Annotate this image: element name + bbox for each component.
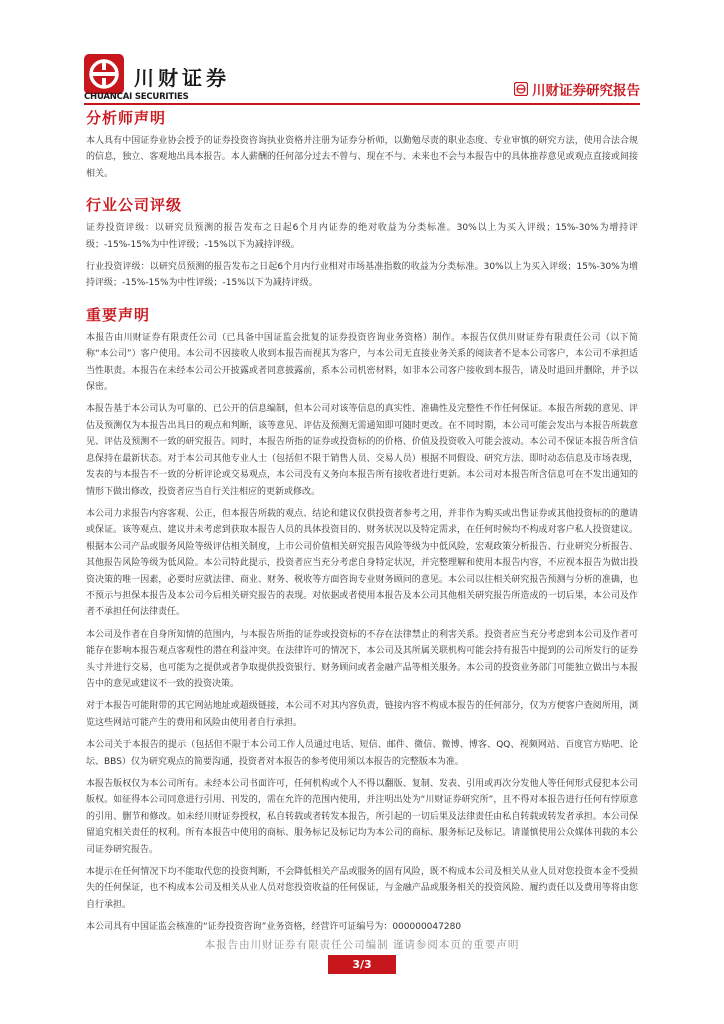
company-logo xyxy=(84,54,244,102)
paragraph: 本人具有中国证券业协会授予的证券投资咨询执业资格并注册为证券分析师，以勤勉尽责的职业态度、专业审慎的研究方法，使用合法合规的信息，独立、客观地出具本报告。本人薪酬的任何部分过去不曾与、现在不与、未来也不会与本报告中的具体推荐意见或观点直接或间接相关。 xyxy=(86,136,638,179)
page-number: 3/3 xyxy=(328,955,396,974)
section-title: 分析师声明 xyxy=(86,109,167,127)
section-title: 行业公司评级 xyxy=(86,196,183,215)
paragraph: 对于本报告可能附带的其它网站地址或超级链接，本公司不对其内容负责，链接内容不构成本报告的任何部分，仅为方便客户查阅所用，浏览这些网站可能产生的费用和风险由使用者自行承担。 xyxy=(86,701,638,728)
paragraph: 行业投资评级：以研究员预测的报告发布之日起6个月内行业相对市场基准指数的收益为分类标准。30%以上为买入评级；15%-30%为增持评级；-15%-15%为中性评级；-15%以下为减持评级。 xyxy=(86,262,638,289)
paragraph: 本公司具有中国证监会核准的“证券投资咨询”业务资格，经营许可证编号为：000000047280 xyxy=(86,922,462,933)
report-tag-text: 川财证券研究报告 xyxy=(532,83,640,99)
paragraph: 本公司关于本报告的提示（包括但不限于本公司工作人员通过电话、短信、邮件、微信、微博、博客、QQ、视频网站、百度官方贴吧、论坛、BBS）仅为研究观点的简要沟通，投资者对本报告的参考使用须以本报告的完整版本为准。 xyxy=(86,740,638,767)
paragraph: 本公司及作者在自身所知情的范围内，与本报告所指的证券或投资标的不存在法律禁止的利害关系。投资者应当充分考虑到本公司及作者可能存在影响本报告观点客观性的潜在利益冲突。在法律许可的情况下，本公司及其所属关联机构可能会持有报告中提到的公司所发行的证券头寸并进行交易，也可能为之提供或者争取提供投资银行、财务顾问或者金融产品等相关服务。本公司的投资业务部门可能独立做出与本报告中的意见或建议不一致的投资决策。 xyxy=(86,629,638,689)
paragraph: 本提示在任何情况下均不能取代您的投资判断，不会降低相关产品或服务的固有风险，既不构成本公司及相关从业人员对您投资本金不受损失的任何保证，也不构成本公司及相关从业人员对您投资收益的任何保证，与金融产品或服务相关的投资风险、履约责任以及费用等将由您自行承担。 xyxy=(86,867,638,910)
paragraph: 本公司力求报告内容客观、公正，但本报告所载的观点、结论和建议仅供投资者参考之用，并非作为购买或出售证券或其他投资标的的邀请或保证。该等观点、建议并未考虑到获取本报告人员的具体投资目的、财务状况以及特定需求，在任何时候均不构成对客户私人投资建议。根据本公司产品或服务风险等级评估相关制度，上市公司价值相关研究报告风险等级为中低风险，宏观政策分析报告、行业研究分析报告、其他报告风险等级为低风险。本公司特此提示，投资者应当充分考虑自身特定状况，并完整理解和使用本报告内容，不应视本报告为做出投资决策的唯一因素，必要时应就法律、商业、财务、税收等方面咨询专业财务顾问的意见。本公司以往相关研究报告预测与分析的准确，也不预示与担保本报告及本公司今后相关研究报告的表现。对依据或者使用本报告及本公司其他相关研究报告所造成的一切后果，本公司及作者不承担任何法律责任。 xyxy=(86,508,638,618)
logo-english-name: CHUANCAI SECURITIES xyxy=(84,92,189,102)
chuancai-small-logo-icon xyxy=(514,82,528,96)
page-content xyxy=(86,107,638,942)
footer-note: 本报告由川财证券有限责任公司编制 谨请参阅本页的重要声明 xyxy=(204,939,520,951)
logo-chinese-name: 川财证券 xyxy=(134,66,230,90)
rating-section xyxy=(86,194,638,292)
paragraph: 证券投资评级：以研究员预测的报告发布之日起6个月内证券的绝对收益为分类标准。30%以上为买入评级；15%-30%为增持评级；-15%-15%为中性评级；-15%以下为减持评级。 xyxy=(86,223,638,250)
paragraph: 本报告版权仅为本公司所有。未经本公司书面许可，任何机构或个人不得以翻版、复制、发表、引用或再次分发他人等任何形式侵犯本公司版权。如征得本公司同意进行引用、刊发的，需在允许的范围内使用，并注明出处为“川财证券研究所”，且不得对本报告进行任何有悖原意的引用、删节和修改。如未经川财证券授权，私自转载或者转发本报告，所引起的一切后果及法律责任由私自转载或转发者承担。本公司保留追究相关责任的权利。所有本报告中使用的商标、服务标记及标记均为本公司的商标、服务标记及标记。请谨慎使用公众媒体刊载的本公司证券研究报告。 xyxy=(86,779,638,855)
report-tag xyxy=(514,78,640,100)
chuancai-logo-icon xyxy=(84,54,124,94)
paragraph: 本报告由川财证券有限责任公司（已具备中国证监会批复的证券投资咨询业务资格）制作。本报告仅供川财证券有限责任公司（以下简称“本公司”）客户使用。本公司不因接收人收到本报告而视其为客户，与本公司无直接业务关系的阅读者不是本公司客户，本公司不承担适当性职责。本报告在未经本公司公开披露或者同意披露前，系本公司机密材料，如非本公司客户接收到本报告，请及时退回并删除，并予以保密。 xyxy=(86,332,638,393)
header-divider xyxy=(84,103,640,105)
disclaimer-section xyxy=(86,304,638,936)
paragraph: 本报告基于本公司认为可靠的、已公开的信息编制，但本公司对该等信息的真实性、准确性及完整性不作任何保证。本报告所载的意见、评估及预测仅为本报告出具日的观点和判断，该等意见、评估及预测无需通知即可随时更改。在不同时期，本公司可能会发出与本报告所载意见、评估及预测不一致的研究报告。同时，本报告所指的证券或投资标的的价格、价值及投资收入可能会波动。本公司不保证本报告所含信息保持在最新状态。对于本公司其他专业人士（包括但不限于销售人员、交易人员）根据不同假设、研究方法、即时动态信息及市场表现，发表的与本报告不一致的分析评论或交易观点，本公司没有义务向本报告所有接收者进行更新。本公司对本报告所含信息可在不发出通知的情形下做出修改，投资者应当自行关注相应的更新或修改。 xyxy=(86,404,638,497)
page-header xyxy=(84,52,640,104)
section-title: 重要声明 xyxy=(86,305,151,324)
analyst-statement-section xyxy=(86,107,638,182)
